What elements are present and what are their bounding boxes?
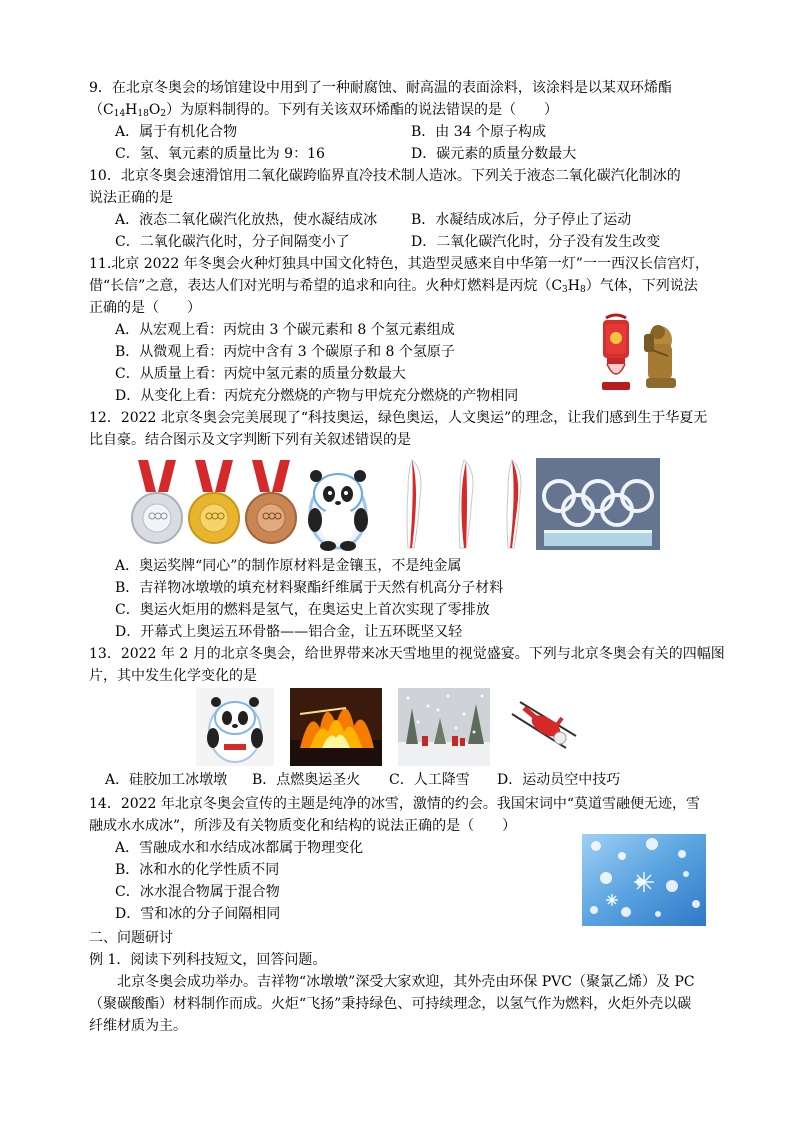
q10-option-c: C．二氧化碳汽化时，分子间隔变小了: [115, 234, 350, 250]
lighting-olympic-flame-image: [290, 688, 382, 766]
bronze-medal-image: [246, 460, 296, 543]
torch-image-2: [459, 460, 473, 548]
q13-option-b: B．点燃奥运圣火: [252, 772, 361, 788]
q12-option-b: B．吉祥物冰墩墩的填充材料聚酯纤维属于天然有机高分子材料: [115, 580, 504, 596]
q11-option-c: C．从质量上看：丙烷中氢元素的质量分数最大: [115, 366, 406, 382]
q13-stem-line1: 13．2022 年 2 月的北京冬奥会，给世界带来冰天雪地里的视觉盛宴。下列与北京冬奥会有关的四幅图: [89, 646, 725, 662]
bing-dwen-dwen-mascot-image: [308, 470, 368, 551]
section-heading: 二、问题研讨: [89, 930, 173, 946]
silicone-bing-dwen-dwen-image: [196, 688, 274, 766]
q13-stem-line2: 片，其中发生化学变化的是: [89, 668, 257, 684]
q12-stem-line1: 12．2022 北京冬奥会完美展现了“科技奥运，绿色奥运，人文奥运”的理念，让我们感到生于华夏无: [89, 410, 708, 426]
q12-option-a: A．奥运奖牌“同心”的制作原材料是金镶玉，不是纯金属: [115, 558, 462, 574]
q14-option-c: C．冰水混合物属于混合物: [115, 884, 280, 900]
aerial-skiing-athlete-image: [506, 688, 584, 766]
q11-stem-line1: 11.北京 2022 年冬奥会火种灯独具中国文化特色，其造型灵感来自中华第一灯”一一西汉长信宫灯，: [89, 256, 709, 272]
gold-medal-image: [189, 460, 239, 543]
q9-stem-line1: 9．在北京冬奥会的场馆建设中用到了一种耐腐蚀、耐高温的表面涂料，该涂料是以某双环烯酯: [89, 80, 672, 96]
q11-stem-line3: 正确的是（ ）: [89, 300, 201, 316]
q14-option-a: A．雪融成水和水结成冰都属于物理变化: [115, 840, 364, 856]
q14-stem-line1: 14．2022 年北京冬奥会宣传的主题是纯净的冰雪，激情的约会。我国宋词中“莫道雪融便无迹，雪: [89, 796, 701, 812]
q12-figure-row: [128, 456, 662, 552]
q14-stem-line2: 融成水水成冰”，所涉及有关物质变化和结构的说法正确的是（ ）: [89, 818, 517, 834]
q12-option-d: D．开幕式上奥运五环骨骼——铝合金，让五环既坚又轻: [115, 624, 463, 640]
olympic-flame-lantern-image: [594, 310, 686, 398]
passage-line-2: （聚碳酸酯）材料制作而成。火炬“飞扬”秉持绿色、可持续理念，以氢气作为燃料，火炬外壳以碳: [89, 996, 692, 1012]
q14-option-d: D．雪和冰的分子间隔相同: [115, 906, 281, 922]
q11-option-d: D．从变化上看：丙烷充分燃烧的产物与甲烷充分燃烧的产物相同: [115, 388, 519, 404]
q9-option-c: C．氢、氧元素的质量比为 9：16: [115, 146, 325, 162]
q11-option-a: A．从宏观上看：丙烷由 3 个碳元素和 8 个氢元素组成: [115, 322, 455, 338]
olympic-rings-image: [536, 458, 660, 550]
q10-option-a: A．液态二氧化碳汽化放热，使水凝结成冰: [115, 212, 378, 228]
q9-option-d: D．碳元素的质量分数最大: [411, 146, 577, 162]
passage-line-3: 纤维材质为主。: [89, 1018, 187, 1034]
q10-stem-line1: 10．北京冬奥会速滑馆用二氧化碳跨临界直冷技术制人造冰。下列关于液态二氧化碳汽化制冰的: [89, 168, 681, 184]
torch-image-3: [507, 460, 521, 548]
q11-option-b: B．从微观上看：丙烷中含有 3 个碳原子和 8 个氢原子: [115, 344, 455, 360]
q10-stem-line2: 说法正确的是: [89, 190, 173, 206]
q13-option-a: A．硅胶加工冰墩墩: [105, 772, 228, 788]
q14-option-b: B．冰和水的化学性质不同: [115, 862, 280, 878]
q9-option-a: A．属于有机化合物: [115, 124, 238, 140]
example-1-title: 例 1．阅读下列科技短文，回答问题。: [89, 952, 327, 968]
q12-stem-line2: 比自豪。结合图示及文字判断下列有关叙述错误的是: [89, 432, 411, 448]
silver-medal-image: [132, 460, 182, 543]
q10-option-d: D．二氧化碳汽化时，分子没有发生改变: [411, 234, 661, 250]
q11-stem-line2: 借“长信”之意，表达人们对光明与希望的追求和向往。火种灯燃料是丙烷$(C_3H_8)$气体，下列说法: [89, 278, 698, 295]
torch-image-1: [407, 460, 421, 548]
passage-line-1: 北京冬奥会成功举办。吉祥物“冰墩墩”深受大家欢迎，其外壳由环保 PVC（聚氯乙烯）及 PC: [117, 974, 695, 990]
snowflakes-image: [582, 834, 706, 926]
q13-option-c: C．人工降雪: [389, 772, 470, 788]
q13-option-d: D．运动员空中技巧: [497, 772, 621, 788]
q12-option-c: C．奥运火炬用的燃料是氢气，在奥运史上首次实现了零排放: [115, 602, 490, 618]
q10-option-b: B．水凝结成冰后，分子停止了运动: [411, 212, 632, 228]
q9-option-b: B．由 34 个原子构成: [411, 124, 547, 140]
q9-stem-line2: $(C_{14}H_{18}O_2)$为原料制得的。下列有关该双环烯酯的说法错误的是（ ）: [89, 102, 559, 119]
artificial-snow-image: [398, 688, 490, 766]
